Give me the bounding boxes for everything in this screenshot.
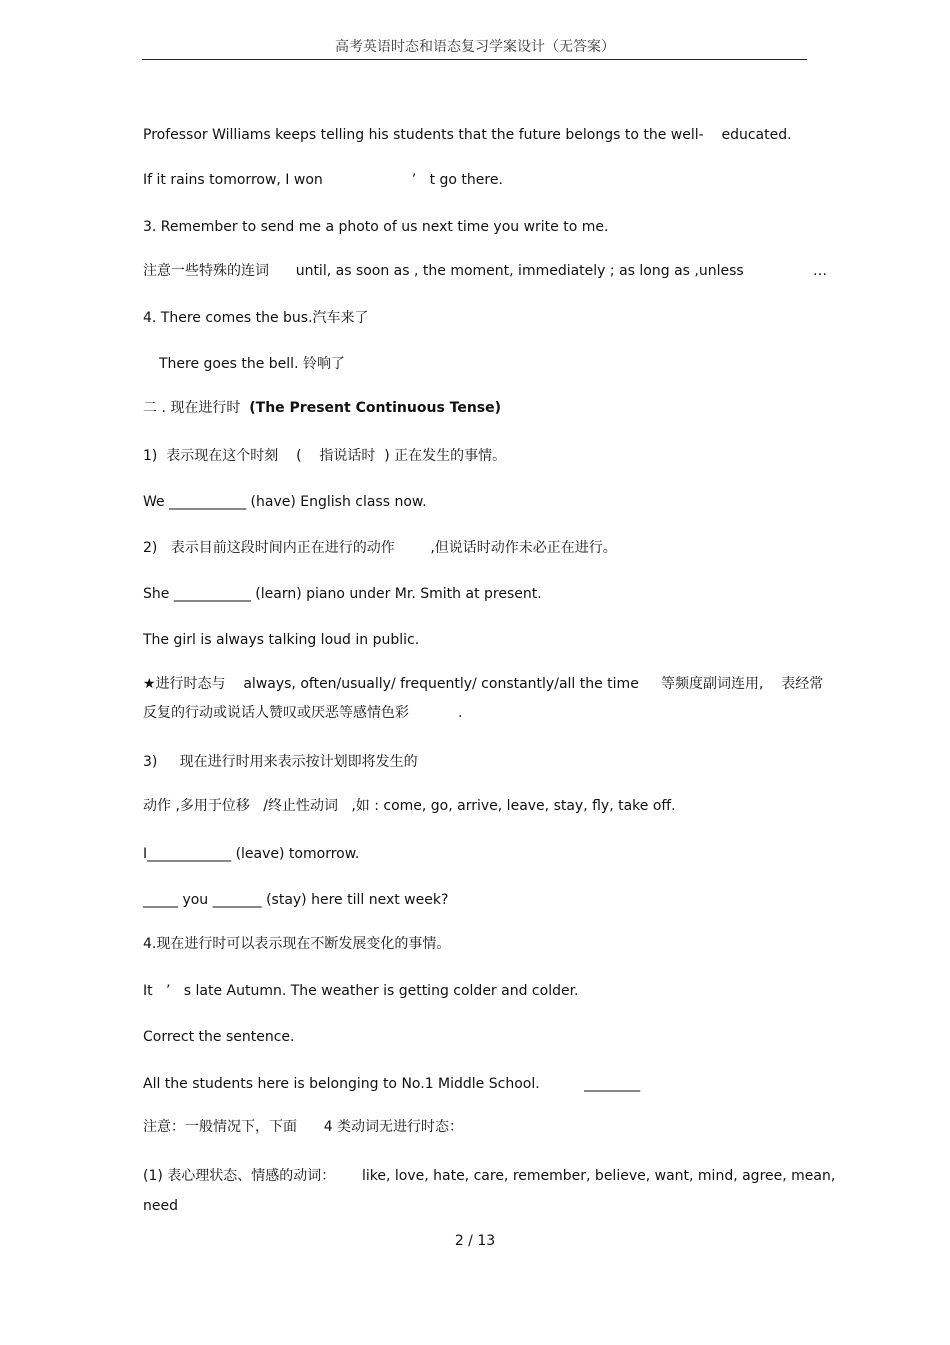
line-she-learn: She ___________ (learn) piano under Mr. Smith at present. <box>143 586 542 602</box>
page-header-title: 高考英语时态和语态复习学案设计（无答案） <box>335 39 615 55</box>
line-autumn: It ’ s late Autumn. The weather is getting colder and colder. <box>143 983 579 999</box>
line-rule-1: 1) 表示现在这个时刻 ( 指说话时 ) 正在发生的事情。 <box>143 448 507 464</box>
section-heading <box>143 399 501 417</box>
line-star-note: ★进行时态与 always, often/usually/ frequently/ constantly/all the time 等频度副词连用, 表经常 <box>143 676 824 692</box>
header-rule <box>142 59 807 60</box>
line-type-1-cont: need <box>143 1198 178 1214</box>
line-star-note-cont: 反复的行动或说话人赞叹或厌恶等感情色彩 . <box>143 705 463 721</box>
line-conjunctions: 注意一些特殊的连词 until, as soon as , the moment, immediately ; as long as ,unless <box>143 263 744 279</box>
line-bus: 4. There comes the bus.汽车来了 <box>143 310 369 326</box>
line-i-leave: I____________ (leave) tomorrow. <box>143 846 360 862</box>
line-girl-talking: The girl is always talking loud in public. <box>143 632 420 648</box>
line-verbs: 动作 ,多用于位移 /终止性动词 ,如 : come, go, arrive, leave, stay, fly, take off. <box>143 798 676 814</box>
line-note-4-types: 注意：一般情况下，下面 4 类动词无进行时态： <box>143 1119 464 1135</box>
line-bell: There goes the bell. 铃响了 <box>159 356 345 372</box>
line-if-rains: If it rains tomorrow, I won ’ t go there. <box>143 172 503 188</box>
line-remember: 3. Remember to send me a photo of us next time you write to me. <box>143 219 609 235</box>
line-we-have: We ___________ (have) English class now. <box>143 494 427 510</box>
page-number: 2 / 13 <box>454 1233 496 1249</box>
line-rule-2: 2) 表示目前这段时间内正在进行的动作 ,但说话时动作未必正在进行。 <box>143 540 617 556</box>
line-you-stay: _____ you _______ (stay) here till next week? <box>143 892 449 908</box>
section-heading-prefix: 二 . 现在进行时 <box>143 400 250 416</box>
line-correct: Correct the sentence. <box>143 1029 295 1045</box>
line-rule-4: 4.现在进行时可以表示现在不断发展变化的事情。 <box>143 936 451 952</box>
section-heading-bold: (The Present Continuous Tense) <box>249 400 502 416</box>
line-rule-3: 3) 现在进行时用来表示按计划即将发生的 <box>143 754 418 770</box>
line-conjunctions-ellipsis: … <box>813 263 827 279</box>
line-students: All the students here is belonging to No.1 Middle School. ________ <box>143 1076 641 1092</box>
line-professor: Professor Williams keeps telling his students that the future belongs to the well- educated. <box>143 127 792 143</box>
line-type-1: (1) 表心理状态、情感的动词： like, love, hate, care, remember, believe, want, mind, agree, mean, <box>143 1168 836 1184</box>
